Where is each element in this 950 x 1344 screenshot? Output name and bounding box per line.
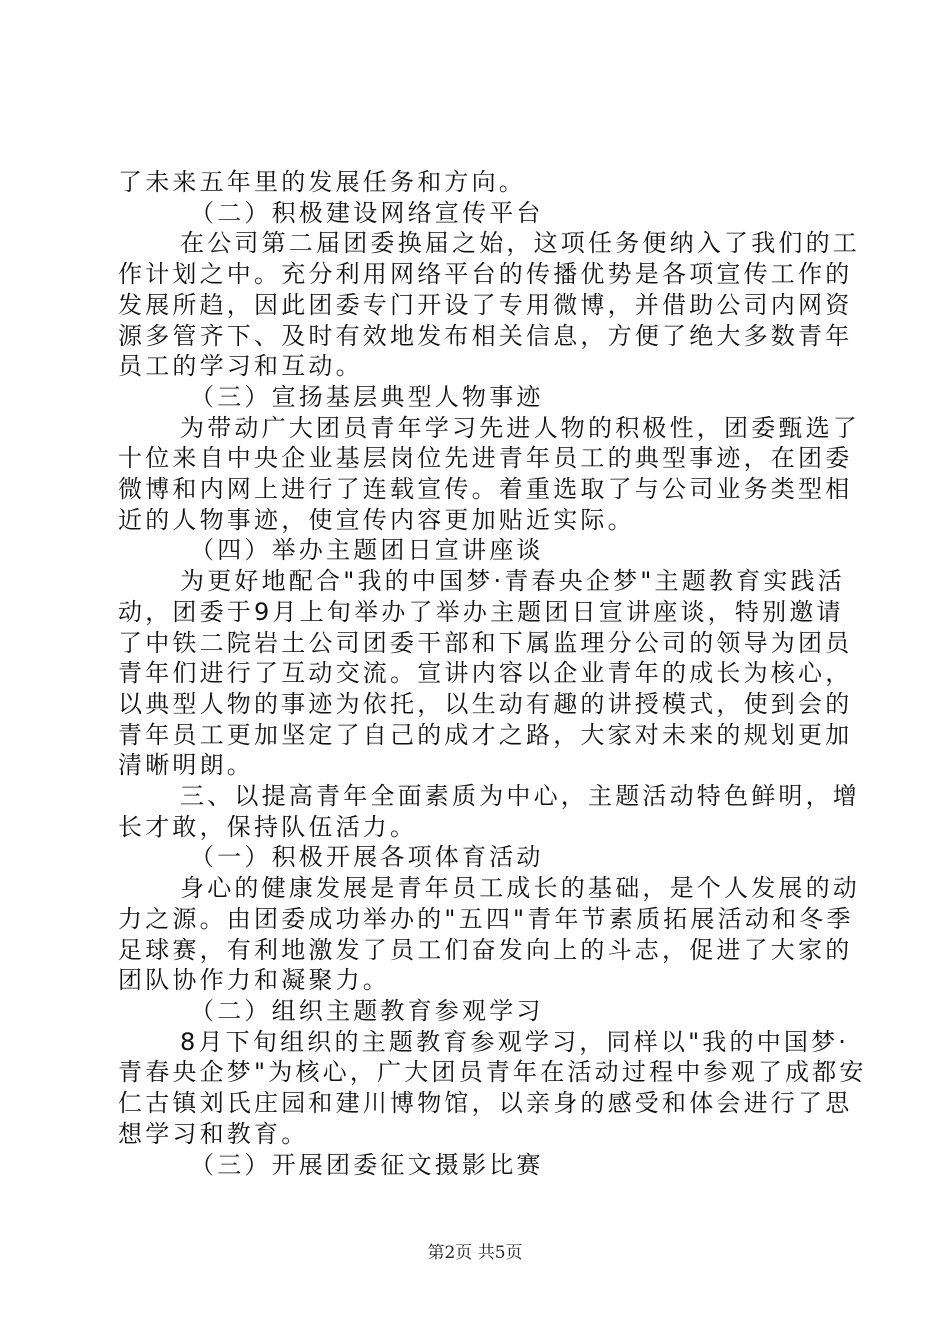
text-line: 源多管齐下、及时有效地发布相关信息，方便了绝大多数青年 xyxy=(118,321,853,350)
text-line: 了中铁二院岩土公司团委干部和下属监理分公司的领导为团员 xyxy=(118,628,853,657)
text-line: 为更好地配合"我的中国梦·青春央企梦"主题教育实践活 xyxy=(180,567,845,596)
text-line: 十位来自中央企业基层岗位先进青年员工的典型事迹，在团委 xyxy=(118,444,853,473)
section-heading: 三、以提高青年全面素质为中心，主题活动特色鲜明，增 xyxy=(180,782,860,811)
section-heading: （四）举办主题团日宣讲座谈 xyxy=(190,536,544,565)
text-line: 足球赛，有利地激发了员工们奋发向上的斗志，促进了大家的 xyxy=(118,935,853,964)
section-heading: （三）宣扬基层典型人物事迹 xyxy=(190,382,544,411)
text-line: 作计划之中。充分利用网络平台的传播优势是各项宣传工作的 xyxy=(118,260,853,289)
text-line: 清晰明朗。 xyxy=(118,751,254,780)
text-line: 微博和内网上进行了连载宣传。着重选取了与公司业务类型相 xyxy=(118,475,853,504)
text-line: 发展所趋，因此团委专门开设了专用微博，并借助公司内网资 xyxy=(118,290,853,319)
body-text xyxy=(118,167,867,1180)
text-line: 员工的学习和互动。 xyxy=(118,352,363,381)
text-line: 以典型人物的事迹为依托，以生动有趣的讲授模式，使到会的 xyxy=(118,689,853,718)
text-line: 近的人物事迹，使宣传内容更加贴近实际。 xyxy=(118,505,635,534)
text-line: 动，团委于9月上旬举办了举办主题团日宣讲座谈，特别邀请 xyxy=(118,597,844,626)
section-heading: （二）积极建设网络宣传平台 xyxy=(190,198,544,227)
text-line: 青年们进行了互动交流。宣讲内容以企业青年的成长为核心， xyxy=(118,659,853,688)
text-line: 身心的健康发展是青年员工成长的基础，是个人发展的动 xyxy=(180,874,860,903)
text-line: 长才敢，保持队伍活力。 xyxy=(118,812,418,841)
text-line: 在公司第二届团委换届之始，这项任务便纳入了我们的工 xyxy=(180,229,860,258)
page-footer: 第2页 共5页 xyxy=(427,1243,523,1263)
section-heading: （一）积极开展各项体育活动 xyxy=(190,843,544,872)
section-heading: （三）开展团委征文摄影比赛 xyxy=(190,1150,544,1179)
text-line: 仁古镇刘氏庄园和建川博物馆，以亲身的感受和体会进行了思 xyxy=(118,1089,853,1118)
text-line: 力之源。由团委成功举办的"五四"青年节素质拓展活动和冬季 xyxy=(118,904,854,933)
text-line: 8月下旬组织的主题教育参观学习，同样以"我的中国梦· xyxy=(180,1027,850,1056)
text-line: 为带动广大团员青年学习先进人物的积极性，团委甄选了 xyxy=(180,413,860,442)
text-line: 想学习和教育。 xyxy=(118,1119,309,1148)
text-line: 青年员工更加坚定了自己的成才之路，大家对未来的规划更加 xyxy=(118,720,853,749)
text-line: 了未来五年里的发展任务和方向。 xyxy=(118,168,526,196)
text-line: 青春央企梦"为核心，广大团员青年在活动过程中参观了成都安 xyxy=(118,1058,867,1087)
text-line: 团队协作力和凝聚力。 xyxy=(118,966,390,995)
section-heading: （二）组织主题教育参观学习 xyxy=(190,996,544,1025)
